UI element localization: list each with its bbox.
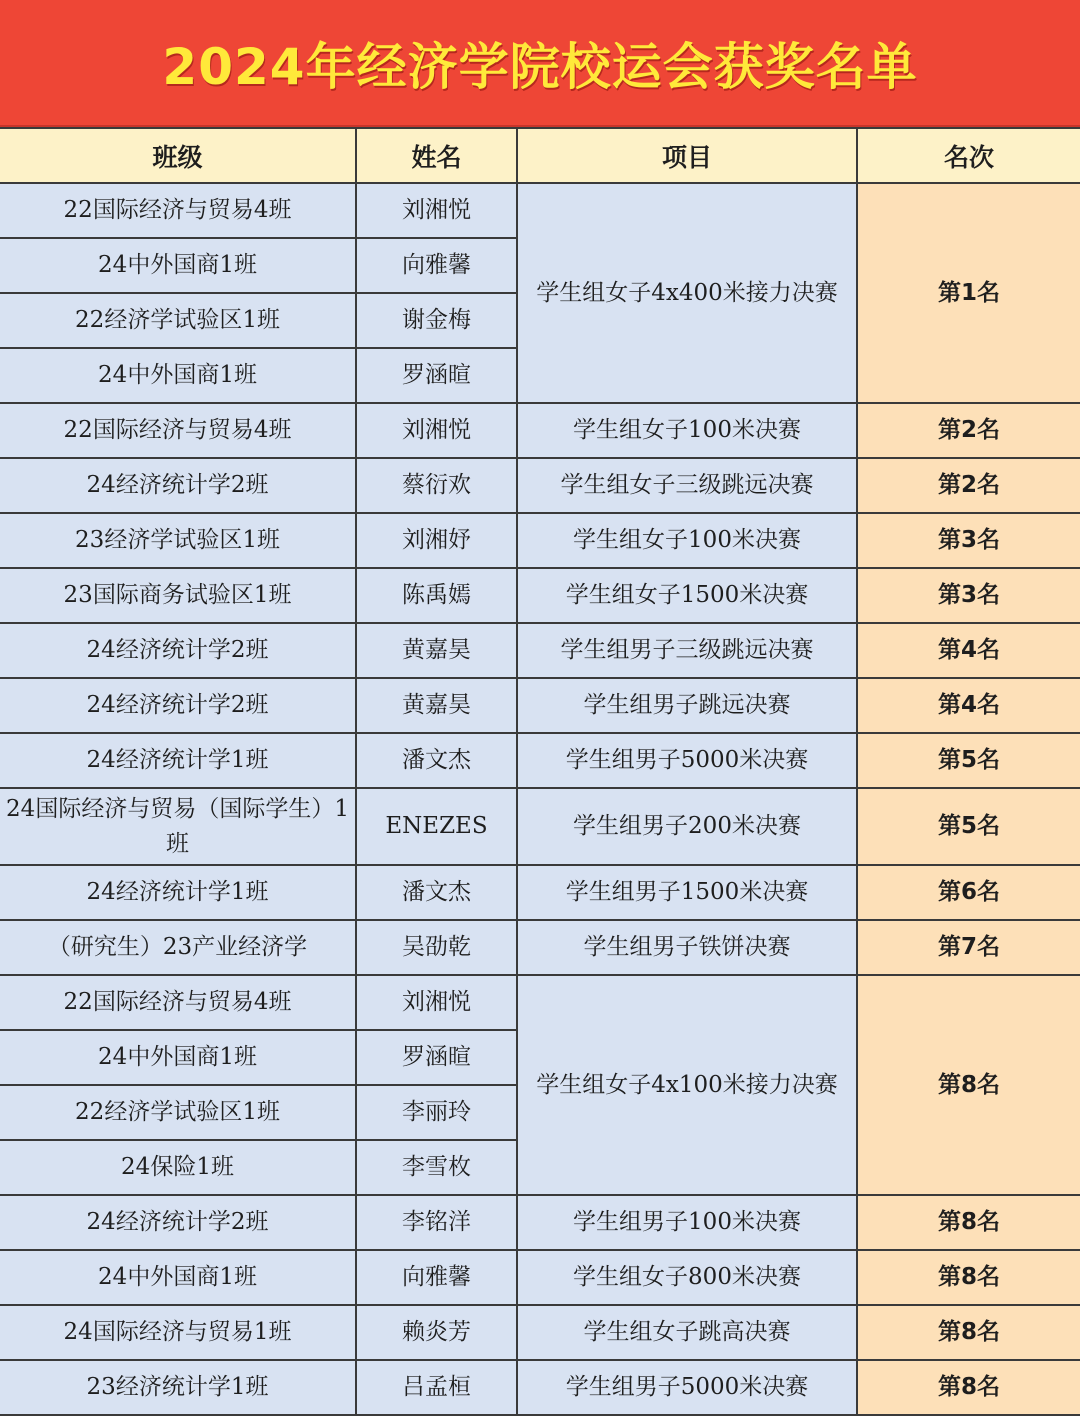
class-cell: 23国际商务试验区1班 — [0, 568, 356, 623]
rank-cell: 第5名 — [857, 733, 1080, 788]
class-cell: 24经济统计学2班 — [0, 1195, 356, 1250]
name-cell: 向雅馨 — [356, 1250, 517, 1305]
name-cell: 赖炎芳 — [356, 1305, 517, 1360]
table-row — [0, 568, 1080, 623]
class-cell: 22经济学试验区1班 — [0, 1085, 356, 1140]
event-cell: 学生组女子100米决赛 — [517, 513, 857, 568]
rank-cell: 第8名 — [857, 1195, 1080, 1250]
table-row — [0, 788, 1080, 865]
event-cell: 学生组女子4x100米接力决赛 — [517, 975, 857, 1195]
name-cell: 谢金梅 — [356, 293, 517, 348]
class-cell: 24中外国商1班 — [0, 1030, 356, 1085]
rank-cell: 第7名 — [857, 920, 1080, 975]
name-cell: 吕孟桓 — [356, 1360, 517, 1415]
header-row — [0, 128, 1080, 183]
rank-cell: 第5名 — [857, 788, 1080, 865]
name-cell: 吴劭乾 — [356, 920, 517, 975]
name-cell: 李铭洋 — [356, 1195, 517, 1250]
header-class: 班级 — [0, 128, 356, 183]
page-title: 2024年经济学院校运会获奖名单 — [162, 37, 918, 96]
class-cell: 24经济统计学2班 — [0, 623, 356, 678]
class-cell: 24经济统计学2班 — [0, 458, 356, 513]
rank-cell: 第8名 — [857, 1360, 1080, 1415]
event-cell: 学生组女子三级跳远决赛 — [517, 458, 857, 513]
table-row — [0, 920, 1080, 975]
name-cell: 罗涵暄 — [356, 1030, 517, 1085]
name-cell: 潘文杰 — [356, 865, 517, 920]
class-cell: 23经济统计学1班 — [0, 1360, 356, 1415]
event-cell: 学生组男子三级跳远决赛 — [517, 623, 857, 678]
event-cell: 学生组女子800米决赛 — [517, 1250, 857, 1305]
rank-cell: 第8名 — [857, 975, 1080, 1195]
class-cell: （研究生）23产业经济学 — [0, 920, 356, 975]
name-cell: 刘湘妤 — [356, 513, 517, 568]
class-cell: 22国际经济与贸易4班 — [0, 183, 356, 238]
rank-cell: 第3名 — [857, 513, 1080, 568]
name-cell: 刘湘悦 — [356, 975, 517, 1030]
name-cell: 刘湘悦 — [356, 183, 517, 238]
class-cell: 24保险1班 — [0, 1140, 356, 1195]
event-cell: 学生组男子100米决赛 — [517, 1195, 857, 1250]
table-row — [0, 1250, 1080, 1305]
rank-cell: 第2名 — [857, 458, 1080, 513]
class-cell: 23经济学试验区1班 — [0, 513, 356, 568]
class-cell: 24中外国商1班 — [0, 1250, 356, 1305]
rank-cell: 第3名 — [857, 568, 1080, 623]
award-table — [0, 127, 1080, 1416]
class-cell: 24经济统计学2班 — [0, 678, 356, 733]
table-row — [0, 513, 1080, 568]
name-cell: 向雅馨 — [356, 238, 517, 293]
header-name: 姓名 — [356, 128, 517, 183]
class-cell: 24中外国商1班 — [0, 238, 356, 293]
class-cell: 24经济统计学1班 — [0, 865, 356, 920]
name-cell: 刘湘悦 — [356, 403, 517, 458]
rank-cell: 第8名 — [857, 1305, 1080, 1360]
rank-cell: 第6名 — [857, 865, 1080, 920]
table-row — [0, 458, 1080, 513]
event-cell: 学生组男子1500米决赛 — [517, 865, 857, 920]
name-cell: 蔡衍欢 — [356, 458, 517, 513]
name-cell: 李雪枚 — [356, 1140, 517, 1195]
table-row — [0, 1305, 1080, 1360]
table-row — [0, 1195, 1080, 1250]
class-cell: 22国际经济与贸易4班 — [0, 403, 356, 458]
table-row — [0, 678, 1080, 733]
class-cell: 24国际经济与贸易1班 — [0, 1305, 356, 1360]
event-cell: 学生组男子5000米决赛 — [517, 733, 857, 788]
table-row — [0, 623, 1080, 678]
header-event: 项目 — [517, 128, 857, 183]
event-cell: 学生组男子铁饼决赛 — [517, 920, 857, 975]
class-cell: 22经济学试验区1班 — [0, 293, 356, 348]
class-cell: 24国际经济与贸易（国际学生）1班 — [0, 788, 356, 865]
name-cell: 黄嘉昊 — [356, 678, 517, 733]
event-cell: 学生组男子200米决赛 — [517, 788, 857, 865]
header-rank: 名次 — [857, 128, 1080, 183]
rank-cell: 第4名 — [857, 678, 1080, 733]
rank-cell: 第2名 — [857, 403, 1080, 458]
table-row — [0, 403, 1080, 458]
name-cell: 潘文杰 — [356, 733, 517, 788]
event-cell: 学生组男子跳远决赛 — [517, 678, 857, 733]
rank-cell: 第8名 — [857, 1250, 1080, 1305]
table-row — [0, 865, 1080, 920]
event-cell: 学生组女子4x400米接力决赛 — [517, 183, 857, 403]
name-cell: 陈禹嫣 — [356, 568, 517, 623]
event-cell: 学生组女子100米决赛 — [517, 403, 857, 458]
event-cell: 学生组女子跳高决赛 — [517, 1305, 857, 1360]
rank-cell: 第1名 — [857, 183, 1080, 403]
event-cell: 学生组男子5000米决赛 — [517, 1360, 857, 1415]
rank-cell: 第4名 — [857, 623, 1080, 678]
event-cell: 学生组女子1500米决赛 — [517, 568, 857, 623]
table-row — [0, 183, 1080, 238]
title-banner — [0, 0, 1080, 127]
name-cell: ENEZES — [356, 788, 517, 865]
name-cell: 李丽玲 — [356, 1085, 517, 1140]
name-cell: 罗涵暄 — [356, 348, 517, 403]
name-cell: 黄嘉昊 — [356, 623, 517, 678]
class-cell: 22国际经济与贸易4班 — [0, 975, 356, 1030]
class-cell: 24经济统计学1班 — [0, 733, 356, 788]
table-row — [0, 1360, 1080, 1415]
table-row — [0, 975, 1080, 1030]
table-row — [0, 733, 1080, 788]
class-cell: 24中外国商1班 — [0, 348, 356, 403]
